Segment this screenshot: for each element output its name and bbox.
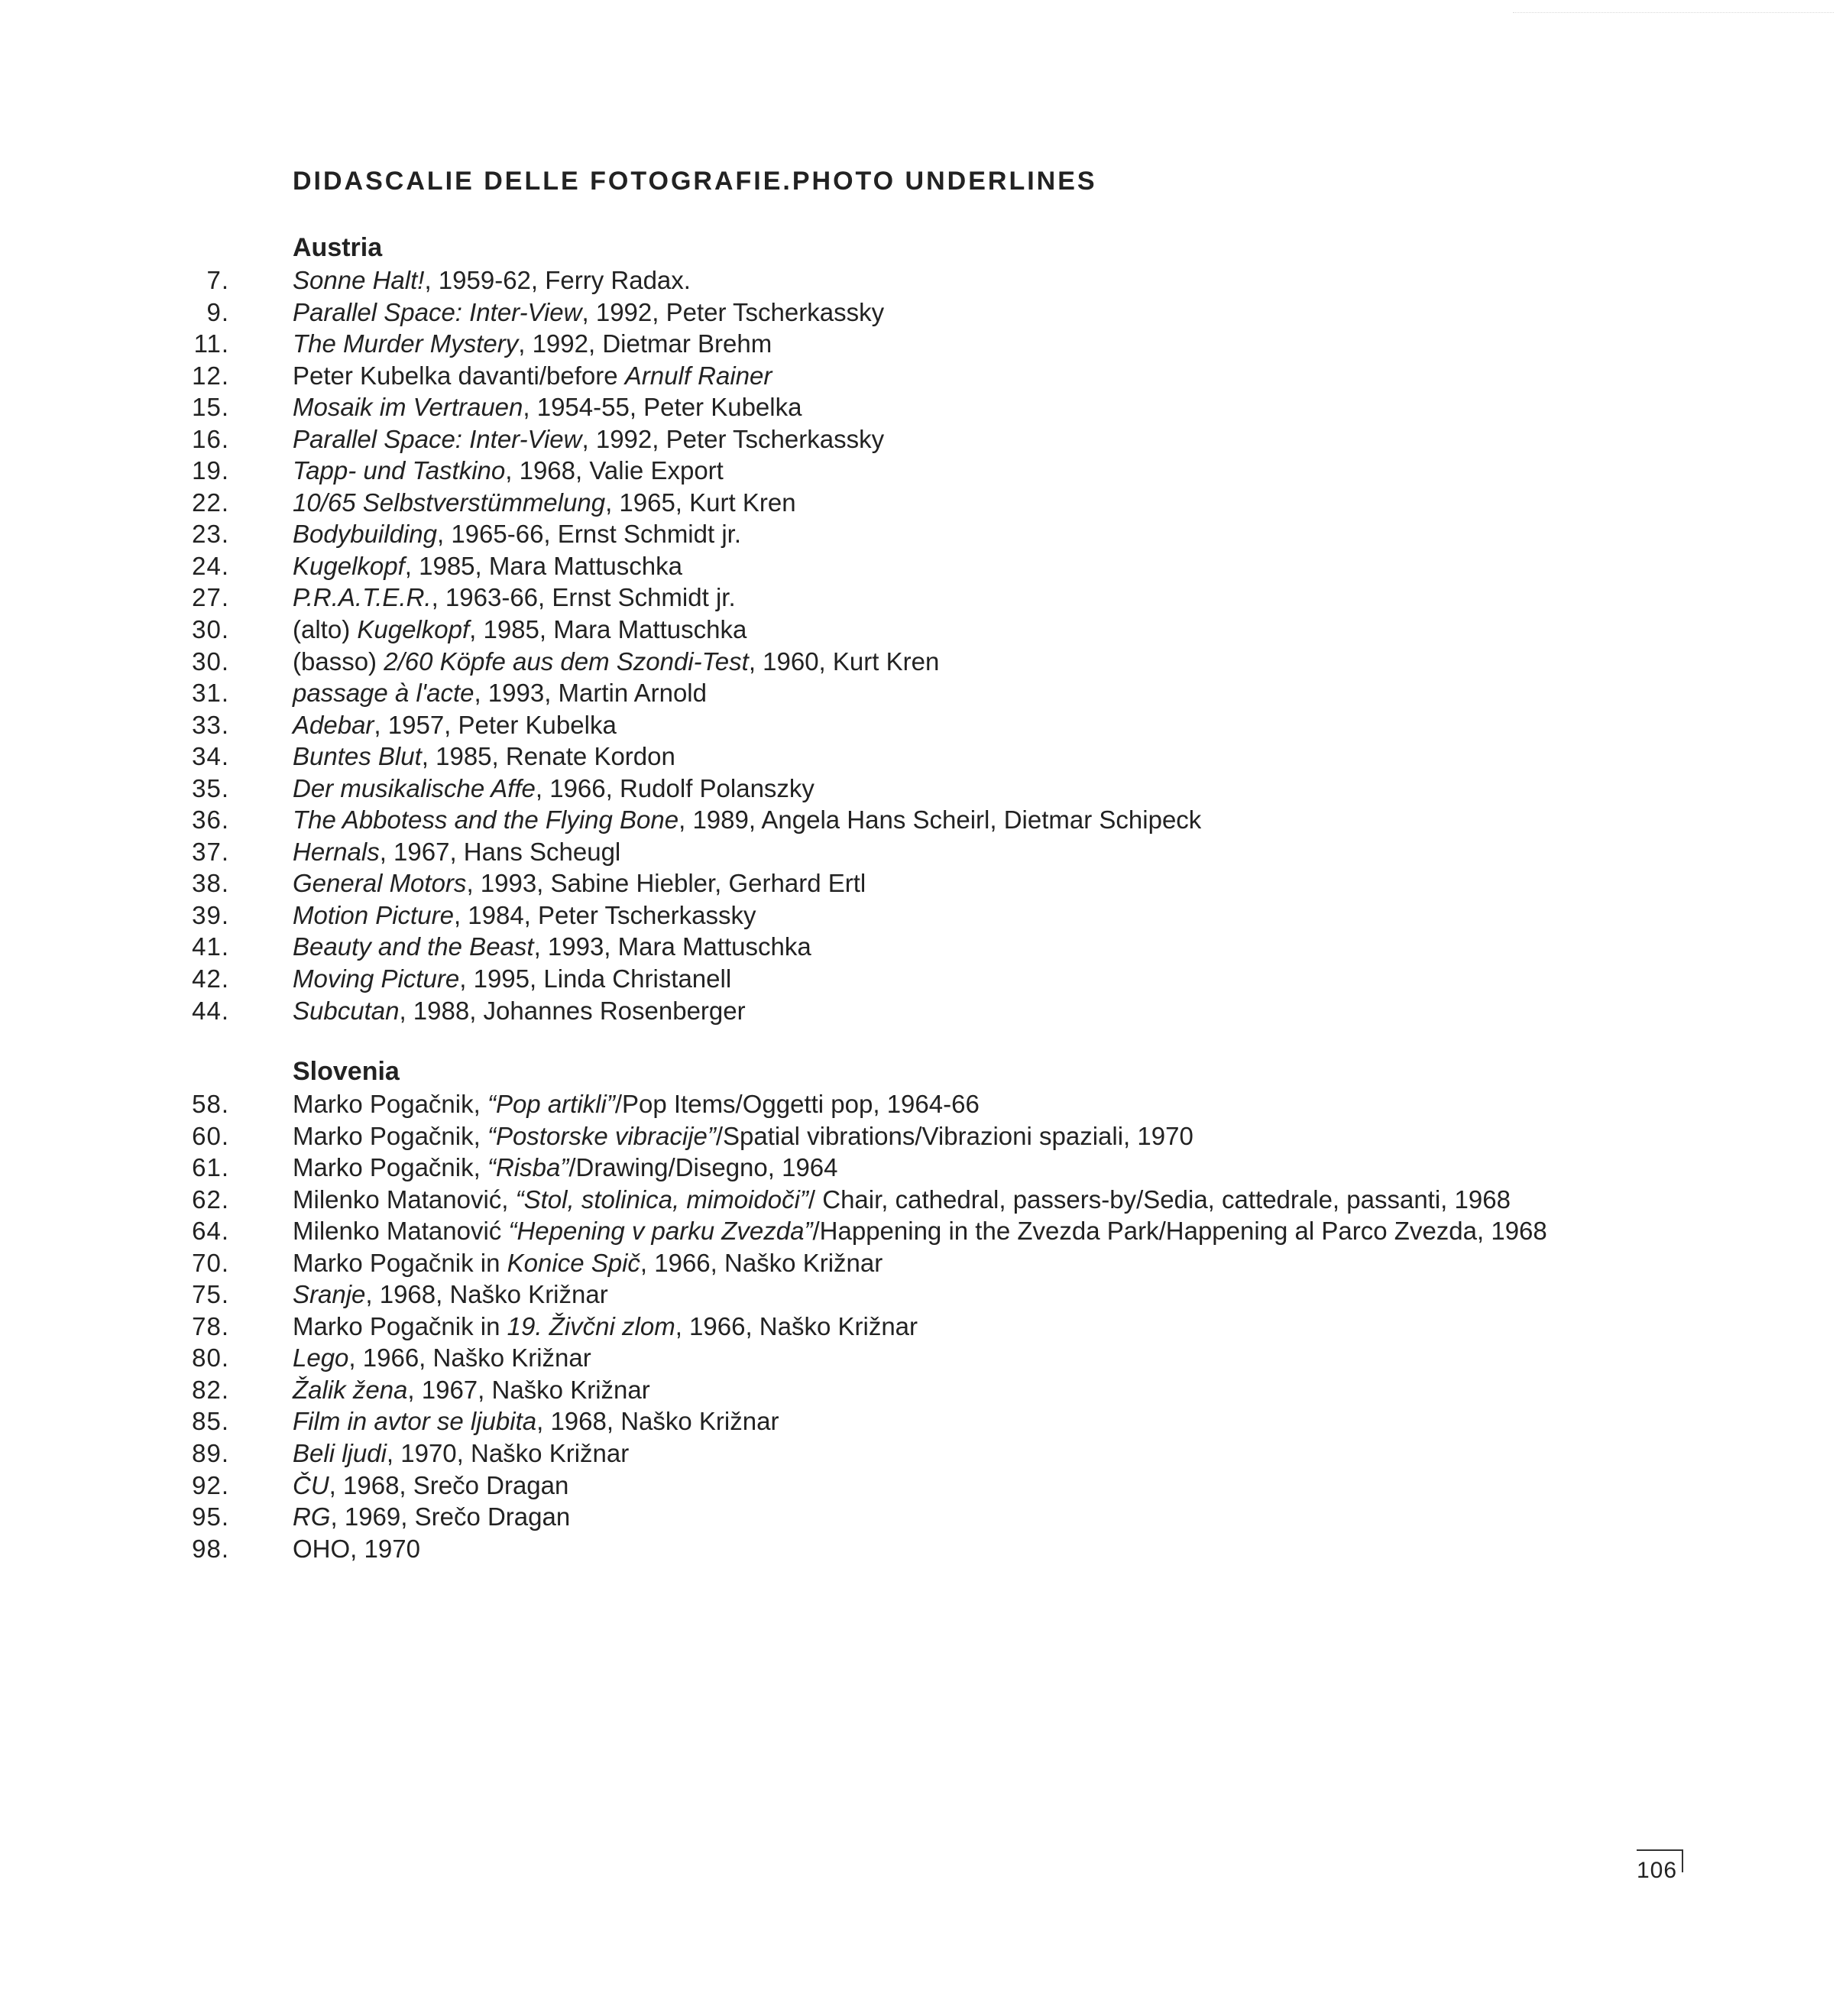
- caption-number: 60.: [192, 1121, 229, 1150]
- caption-text-segment: /Pop Items/Oggetti pop, 1964-66: [614, 1090, 980, 1118]
- caption-number: 62.: [192, 1185, 229, 1214]
- caption-title-italic: Beauty and the Beast: [293, 932, 534, 961]
- caption-title-italic: Sranje: [293, 1280, 366, 1309]
- caption-entry: [0, 1342, 1846, 1374]
- caption-title-italic: Hernals: [293, 837, 380, 866]
- caption-entry: [0, 518, 1846, 550]
- caption-number: 11.: [193, 329, 229, 358]
- caption-title-italic: Žalik žena: [293, 1375, 408, 1404]
- caption-text-segment: , 1988, Johannes Rosenberger: [399, 996, 746, 1025]
- caption-number: 80.: [192, 1343, 229, 1373]
- caption-title-italic: Parallel Space: Inter-View: [293, 297, 582, 326]
- caption-title-italic: General Motors: [293, 869, 467, 898]
- caption-title-italic: Motion Picture: [293, 900, 454, 929]
- caption-text: [293, 455, 724, 487]
- caption-text: [293, 1311, 918, 1343]
- caption-title-italic: The Murder Mystery: [293, 329, 519, 358]
- caption-text: [293, 614, 746, 646]
- caption-entry: [0, 1437, 1846, 1470]
- caption-title-italic: Film in avtor se ljubita: [293, 1407, 537, 1436]
- caption-title-italic: Kugelkopf: [357, 615, 470, 644]
- caption-title-italic: Kugelkopf: [293, 551, 405, 580]
- caption-text-segment: OHO, 1970: [293, 1534, 420, 1563]
- caption-text-segment: , 1993, Mara Mattuschka: [533, 932, 811, 961]
- scan-artifact-line: [1513, 12, 1834, 13]
- caption-number: 98.: [192, 1534, 229, 1563]
- caption-text: [293, 423, 884, 455]
- caption-entry: [0, 582, 1846, 614]
- caption-text-segment: , 1965, Kurt Kren: [605, 488, 796, 517]
- caption-text: [293, 391, 802, 423]
- caption-text: [293, 550, 682, 582]
- caption-text-segment: , 1968, Naško Križnar: [536, 1407, 779, 1436]
- caption-text-segment: , 1968, Srečo Dragan: [329, 1470, 569, 1499]
- caption-entry: [0, 963, 1846, 995]
- caption-text: [293, 328, 772, 360]
- caption-text-segment: Marko Pogačnik,: [293, 1090, 487, 1118]
- caption-title-italic: “Postorske vibracije”: [487, 1121, 716, 1150]
- caption-text-segment: Marko Pogačnik,: [293, 1121, 487, 1150]
- caption-title-italic: Sonne Halt!: [293, 266, 425, 294]
- caption-number: 31.: [192, 679, 229, 708]
- caption-text: [293, 582, 736, 614]
- caption-number: 41.: [192, 932, 229, 961]
- caption-title-italic: Parallel Space: Inter-View: [293, 424, 582, 453]
- caption-text: [293, 867, 866, 899]
- caption-text-segment: , 1992, Peter Tscherkassky: [581, 424, 885, 453]
- caption-text: [293, 709, 617, 741]
- caption-number: 44.: [192, 996, 229, 1025]
- caption-entry: [0, 677, 1846, 709]
- caption-number: 89.: [192, 1439, 229, 1468]
- caption-text: [293, 1247, 883, 1279]
- caption-text: [293, 1501, 570, 1533]
- caption-number: 58.: [192, 1090, 229, 1118]
- caption-text: [293, 1088, 980, 1120]
- caption-text: [293, 1533, 420, 1565]
- caption-text-segment: , 1967, Hans Scheugl: [379, 837, 621, 866]
- caption-entry: [0, 1184, 1846, 1216]
- caption-number: 82.: [192, 1375, 229, 1404]
- caption-entry: [0, 1405, 1846, 1437]
- caption-text-segment: , 1993, Martin Arnold: [474, 679, 707, 708]
- caption-text-segment: , 1992, Dietmar Brehm: [518, 329, 772, 358]
- caption-number: 15.: [192, 393, 229, 422]
- caption-text: [293, 1405, 779, 1437]
- caption-text-segment: , 1965-66, Ernst Schmidt jr.: [436, 520, 741, 549]
- section-title: Austria: [293, 233, 383, 262]
- caption-entry: [0, 264, 1846, 297]
- caption-title-italic: 10/65 Selbstverstümmelung: [293, 488, 606, 517]
- caption-number: 42.: [192, 964, 229, 993]
- caption-text: [293, 1152, 838, 1184]
- caption-text: [293, 360, 772, 392]
- caption-title-italic: Moving Picture: [293, 964, 460, 993]
- caption-entry: [0, 1311, 1846, 1343]
- caption-entry: [0, 1215, 1846, 1247]
- caption-text-segment: (basso): [293, 647, 384, 676]
- caption-number: 30.: [192, 647, 229, 676]
- caption-text-segment: , 1966, Rudolf Polanszky: [535, 773, 815, 802]
- caption-text-segment: , 1957, Peter Kubelka: [374, 710, 617, 739]
- caption-number: 24.: [192, 551, 229, 580]
- caption-text-segment: , 1966, Naško Križnar: [640, 1248, 883, 1277]
- caption-title-italic: The Abbotess and the Flying Bone: [293, 805, 679, 835]
- caption-entry: [0, 773, 1846, 805]
- caption-entry: [0, 931, 1846, 963]
- caption-list: [0, 1088, 1846, 1564]
- caption-text-segment: , 1985, Mara Mattuschka: [469, 615, 747, 644]
- caption-title-italic: ČU: [293, 1470, 329, 1499]
- caption-text: [293, 518, 741, 550]
- caption-entry: [0, 391, 1846, 423]
- caption-number: 78.: [192, 1311, 229, 1340]
- caption-text: [293, 264, 691, 297]
- caption-title-italic: passage à l'acte: [293, 679, 474, 708]
- caption-entry: [0, 1533, 1846, 1565]
- caption-text-segment: , 1985, Renate Kordon: [421, 742, 675, 771]
- caption-text-segment: , 1967, Naško Križnar: [407, 1375, 650, 1404]
- caption-entry: [0, 1247, 1846, 1279]
- page-heading: DIDASCALIE DELLE FOTOGRAFIE.PHOTO UNDERLINES: [293, 167, 1097, 196]
- caption-entry: [0, 995, 1846, 1027]
- caption-text-segment: , 1985, Mara Mattuschka: [404, 551, 682, 580]
- caption-number: 37.: [192, 837, 229, 866]
- caption-number: 95.: [192, 1502, 229, 1531]
- caption-entry: [0, 741, 1846, 773]
- caption-number: 27.: [192, 583, 229, 612]
- caption-title-italic: Lego: [293, 1343, 349, 1373]
- caption-entry: [0, 836, 1846, 868]
- caption-entry: [0, 487, 1846, 519]
- caption-text-segment: , 1968, Naško Križnar: [365, 1280, 608, 1309]
- caption-text: [293, 995, 746, 1027]
- caption-title-italic: Mosaik im Vertrauen: [293, 393, 523, 422]
- caption-text-segment: (alto): [293, 615, 358, 644]
- caption-entry: [0, 297, 1846, 329]
- caption-number: 70.: [192, 1248, 229, 1277]
- caption-number: 61.: [192, 1153, 229, 1182]
- caption-number: 34.: [192, 742, 229, 771]
- caption-text: [293, 963, 731, 995]
- caption-text-segment: Marko Pogačnik in: [293, 1248, 507, 1277]
- caption-number: 22.: [192, 488, 229, 517]
- caption-number: 64.: [192, 1217, 229, 1246]
- caption-number: 75.: [192, 1280, 229, 1309]
- page-number-label: 106: [1637, 1858, 1678, 1883]
- caption-title-italic: Beli ljudi: [293, 1439, 387, 1468]
- caption-text-segment: , 1989, Angela Hans Scheirl, Dietmar Schipeck: [678, 805, 1202, 835]
- caption-text-segment: Peter Kubelka davanti/before: [293, 361, 625, 390]
- caption-text: [293, 1374, 650, 1406]
- caption-number: 16.: [192, 424, 229, 453]
- caption-title-italic: “Hepening v parku Zvezda”: [508, 1217, 813, 1246]
- caption-number: 39.: [192, 900, 229, 929]
- caption-entry: [0, 614, 1846, 646]
- caption-entry: [0, 550, 1846, 582]
- caption-number: 30.: [192, 615, 229, 644]
- caption-text: [293, 1215, 1547, 1247]
- caption-text-segment: , 1954-55, Peter Kubelka: [523, 393, 802, 422]
- caption-text: [293, 741, 675, 773]
- caption-entry: [0, 423, 1846, 455]
- caption-entry: [0, 1501, 1846, 1533]
- caption-text: [293, 931, 811, 963]
- caption-title-italic: Arnulf Rainer: [624, 361, 772, 390]
- caption-text-segment: Milenko Matanović: [293, 1217, 509, 1246]
- caption-title-italic: Adebar: [293, 710, 374, 739]
- caption-text-segment: , 1968, Valie Export: [505, 456, 724, 485]
- caption-text-segment: , 1995, Linda Christanell: [459, 964, 732, 993]
- section-title: Slovenia: [293, 1057, 400, 1086]
- caption-text: [293, 773, 815, 805]
- caption-number: 19.: [192, 456, 229, 485]
- caption-entry: [0, 328, 1846, 360]
- caption-text: [293, 1342, 591, 1374]
- caption-text-segment: /Drawing/Disegno, 1964: [568, 1153, 838, 1182]
- caption-entry: [0, 1088, 1846, 1120]
- caption-entry: [0, 1279, 1846, 1311]
- caption-entry: [0, 1470, 1846, 1502]
- caption-title-italic: Der musikalische Affe: [293, 773, 536, 802]
- caption-text-segment: , 1960, Kurt Kren: [748, 647, 940, 676]
- caption-title-italic: “Stol, stolinica, mimoidoči”: [515, 1185, 808, 1214]
- caption-title-italic: P.R.A.T.E.R.: [293, 583, 432, 612]
- caption-number: 23.: [192, 520, 229, 549]
- caption-text: [293, 836, 620, 868]
- caption-text: [293, 677, 707, 709]
- caption-entry: [0, 1374, 1846, 1406]
- caption-text: [293, 1120, 1193, 1152]
- caption-number: 92.: [192, 1470, 229, 1499]
- caption-text-segment: , 1993, Sabine Hiebler, Gerhard Ertl: [466, 869, 866, 898]
- caption-text: [293, 899, 756, 932]
- caption-text-segment: , 1992, Peter Tscherkassky: [581, 297, 885, 326]
- caption-text: [293, 1279, 608, 1311]
- caption-text-segment: /Spatial vibrations/Vibrazioni spaziali, 1970: [715, 1121, 1193, 1150]
- caption-text-segment: , 1966, Naško Križnar: [348, 1343, 591, 1373]
- caption-number: 9.: [206, 297, 229, 326]
- caption-text: [293, 297, 884, 329]
- caption-text-segment: /Happening in the Zvezda Park/Happening al Parco Zvezda, 1968: [812, 1217, 1547, 1246]
- caption-entry: [0, 1120, 1846, 1152]
- caption-text-segment: , 1966, Naško Križnar: [675, 1311, 918, 1340]
- caption-entry: [0, 360, 1846, 392]
- caption-title-italic: Konice Spič: [507, 1248, 640, 1277]
- caption-title-italic: Bodybuilding: [293, 520, 437, 549]
- caption-title-italic: 19. Živčni zlom: [507, 1311, 675, 1340]
- caption-text-segment: , 1970, Naško Križnar: [386, 1439, 630, 1468]
- caption-title-italic: Tapp- und Tastkino: [293, 456, 506, 485]
- caption-text: [293, 1437, 629, 1470]
- caption-text-segment: , 1963-66, Ernst Schmidt jr.: [431, 583, 736, 612]
- caption-text: [293, 1470, 568, 1502]
- page-number: [1637, 1849, 1683, 1883]
- caption-title-italic: “Pop artikli”: [487, 1090, 615, 1118]
- caption-entry: [0, 867, 1846, 899]
- caption-entry: [0, 455, 1846, 487]
- caption-title-italic: “Risba”: [487, 1153, 569, 1182]
- caption-entry: [0, 804, 1846, 836]
- caption-title-italic: RG: [293, 1502, 331, 1531]
- caption-entry: [0, 899, 1846, 932]
- caption-text: [293, 804, 1201, 836]
- caption-text: [293, 487, 796, 519]
- caption-text-segment: / Chair, cathedral, passers-by/Sedia, cattedrale, passanti, 1968: [808, 1185, 1511, 1214]
- caption-number: 38.: [192, 869, 229, 898]
- caption-entry: [0, 709, 1846, 741]
- caption-number: 33.: [192, 710, 229, 739]
- caption-text-segment: , 1984, Peter Tscherkassky: [453, 900, 756, 929]
- caption-number: 85.: [192, 1407, 229, 1436]
- caption-entry: [0, 646, 1846, 678]
- caption-text-segment: Marko Pogačnik in: [293, 1311, 507, 1340]
- caption-number: 7.: [206, 266, 229, 294]
- caption-text-segment: Milenko Matanović,: [293, 1185, 516, 1214]
- caption-title-italic: Buntes Blut: [293, 742, 422, 771]
- caption-number: 12.: [192, 361, 229, 390]
- caption-text: [293, 646, 939, 678]
- caption-entry: [0, 1152, 1846, 1184]
- caption-list: [0, 264, 1846, 1026]
- caption-title-italic: Subcutan: [293, 996, 400, 1025]
- caption-text: [293, 1184, 1511, 1216]
- caption-number: 36.: [192, 805, 229, 835]
- caption-title-italic: 2/60 Köpfe aus dem Szondi-Test: [384, 647, 749, 676]
- caption-text-segment: , 1969, Srečo Dragan: [330, 1502, 571, 1531]
- caption-number: 35.: [192, 773, 229, 802]
- caption-text-segment: Marko Pogačnik,: [293, 1153, 487, 1182]
- caption-text-segment: , 1959-62, Ferry Radax.: [424, 266, 691, 294]
